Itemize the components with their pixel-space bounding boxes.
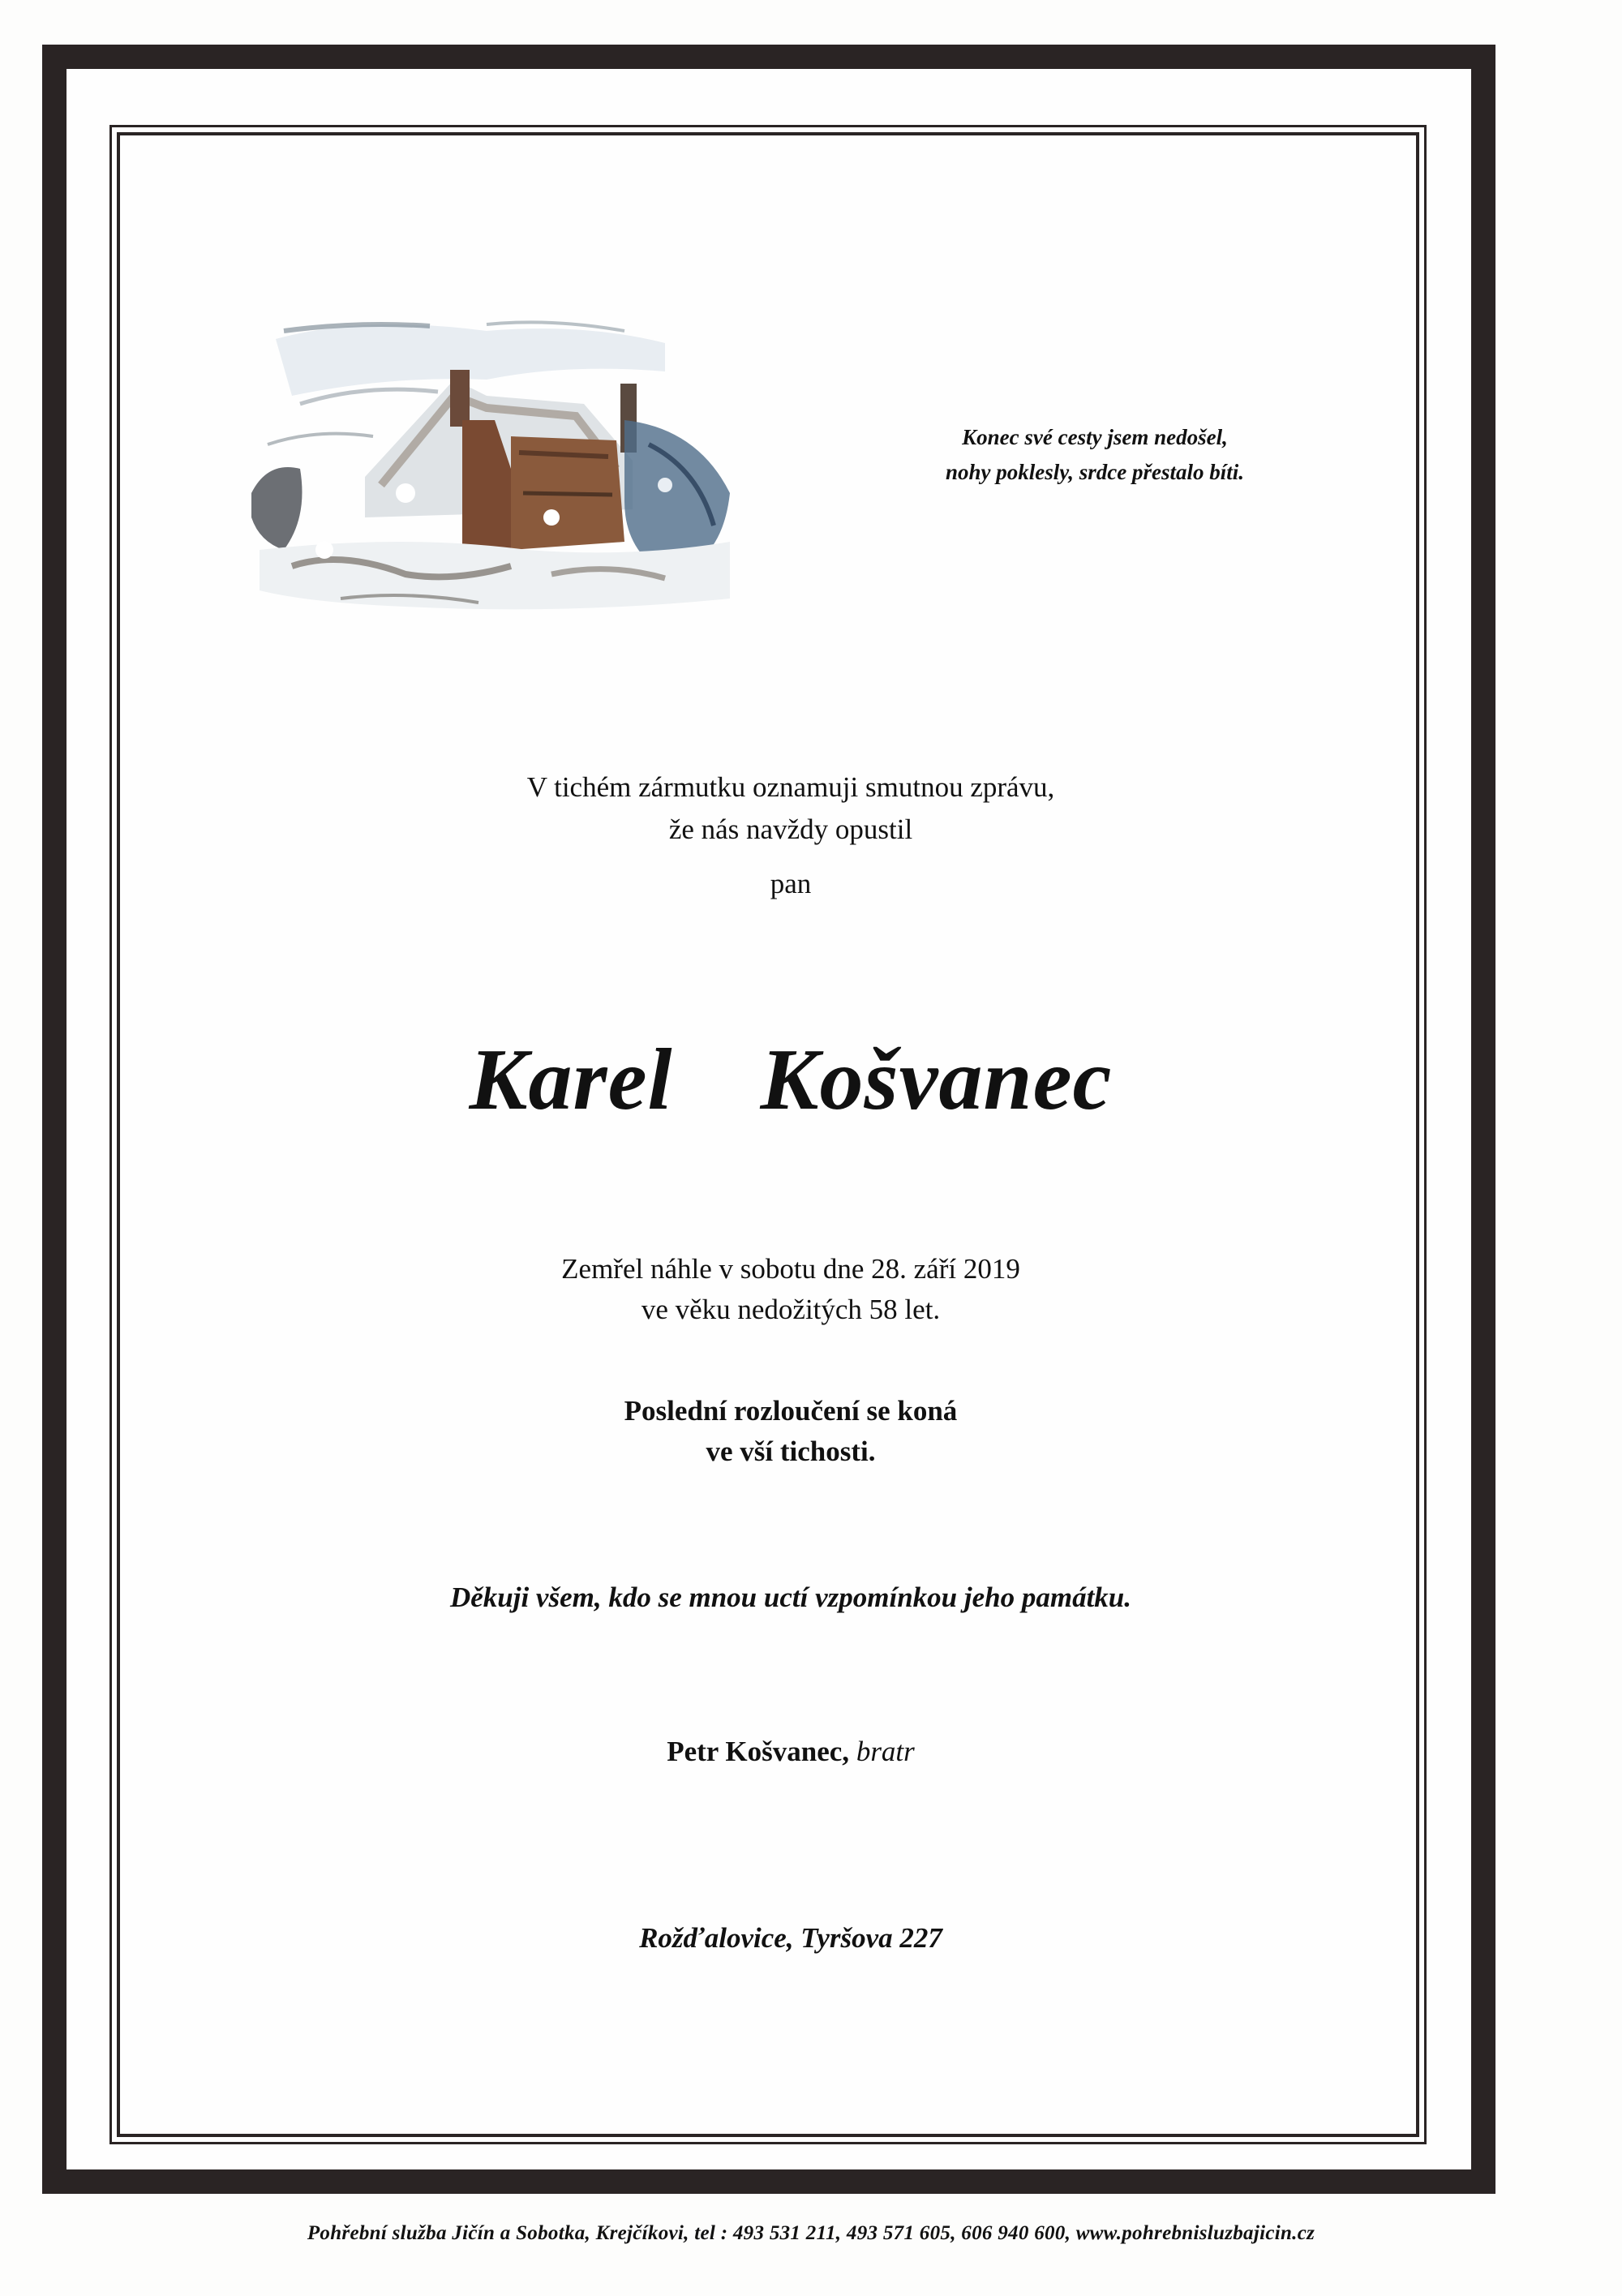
motto-line-2: nohy poklesly, srdce přestalo bíti. (946, 460, 1244, 484)
motto-verse (892, 420, 1298, 490)
announcement-line-2: že nás navždy opustil (668, 813, 913, 845)
funeral-service-footer: Pohřební služba Jičín a Sobotka, Krejčíkovi, tel : 493 531 211, 493 571 605, 606 940 600, www.pohrebnisluzbajicin.cz (307, 2222, 1315, 2244)
thanks-line: Děkuji všem, kdo se mnou uctí vzpomínkou jeho památku. (449, 1581, 1132, 1613)
signer-relation: bratr (856, 1736, 915, 1767)
farewell-notice (324, 1391, 1257, 1472)
farewell-line-2: ve vší tichosti. (706, 1436, 876, 1467)
farewell-line-1: Poslední rozloučení se koná (624, 1395, 958, 1427)
deceased-name: Karel Košvanec (469, 1032, 1113, 1128)
death-info (324, 1249, 1257, 1330)
announcement (324, 766, 1257, 851)
announcement-line-1: V tichém zármutku oznamuji smutnou zprávu, (526, 771, 1055, 803)
motto-line-1: Konec své cesty jsem nedošel, (962, 425, 1228, 449)
signer-name: Petr Košvanec, (667, 1736, 850, 1767)
family-address: Rožďalovice, Tyršova 227 (639, 1922, 942, 1954)
death-info-line-1: Zemřel náhle v sobotu dne 28. září 2019 (561, 1253, 1020, 1285)
honorific: pan (770, 868, 812, 899)
signer (324, 1736, 1257, 1768)
death-info-line-2: ve věku nedožitých 58 let. (641, 1294, 941, 1325)
winter-cottage-painting (243, 307, 746, 624)
